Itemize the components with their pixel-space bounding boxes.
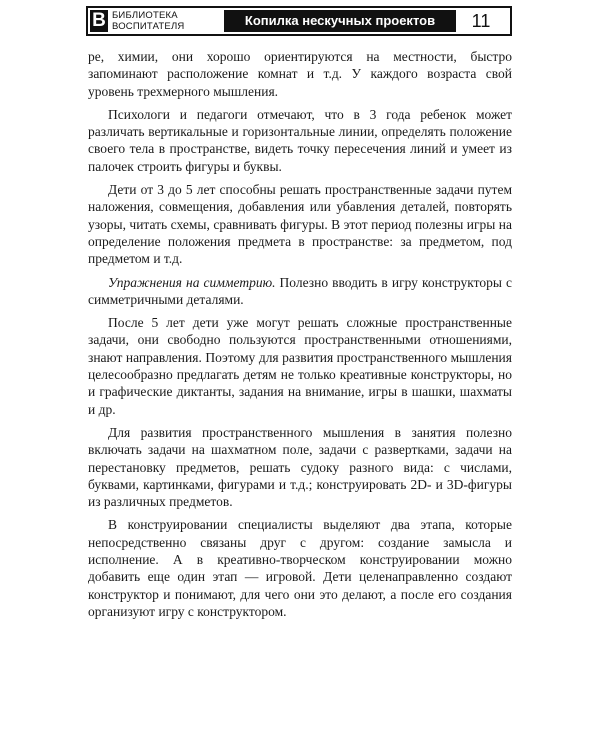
paragraph-4 <box>88 274 512 309</box>
library-logo-text <box>112 10 220 32</box>
page-number: 11 <box>471 11 491 31</box>
library-logo-letter: В <box>90 10 108 32</box>
paragraph-4-text: Полезно вводить в игру конструкторы с симметричными деталями. <box>88 274 512 307</box>
paragraph-3: Дети от 3 до 5 лет способны решать пространственные задачи путем наложения, совмещения, добавления или убавления деталей, повторять узоры, читать схемы, сравнивать фигуры. В этот период полезны игры на определение положения предмета в пространстве: за предметом, под предметом и т.д. <box>88 182 512 267</box>
book-title-banner: Копилка нескучных проектов <box>224 10 456 32</box>
logo-line-1: БИБЛИОТЕКА <box>112 10 178 21</box>
logo-line-2: ВОСПИТАТЕЛЯ <box>112 21 185 32</box>
paragraph-6: Для развития пространственного мышления в занятия полезно включать задачи на шахматном поле, задачи с развертками, задачи на перестановку предметов, решать судоку разного вида: с числами, буквами, картинками, фигурами и т.д.; конструировать 2D- и 3D-фигуры из различных предметов. <box>88 424 512 510</box>
paragraph-5: После 5 лет дети уже могут решать сложные пространственные задачи, они свободно пользуются пространственными отношениями, знают направления. Поэтому для развития пространственного мышления целесообразно предлагать детям не только креативные конструкторы, но и графические диктанты, задания на внимание, игры в шашки, шахматы и др. <box>88 315 512 417</box>
page-body <box>88 48 512 626</box>
running-header <box>86 6 512 36</box>
paragraph-1: ре, химии, они хорошо ориентируются на местности, быстро запоминают расположение комнат и т.д. У каждого возраста свой уровень трехмерного мышления. <box>88 49 512 99</box>
paragraph-7: В конструировании специалисты выделяют два этапа, которые непосредственно связаны друг с другом: создание замысла и исполнение. А в креативно-творческом конструировании можно добавить еще один этап — игровой. Дети целенаправленно создают конструктор и понимают, для чего они это делают, а после его создания организуют игру с конструктором. <box>88 517 512 619</box>
symmetry-exercise-heading: Упражнения на симметрию. <box>108 274 276 290</box>
paragraph-2: Психологи и педагоги отмечают, что в 3 года ребенок может различать вертикальные и горизонтальные линии, определять положение своего тела в пространстве, видеть точку пересечения линий и умеет из палочек строить фигуры и буквы. <box>88 106 512 174</box>
